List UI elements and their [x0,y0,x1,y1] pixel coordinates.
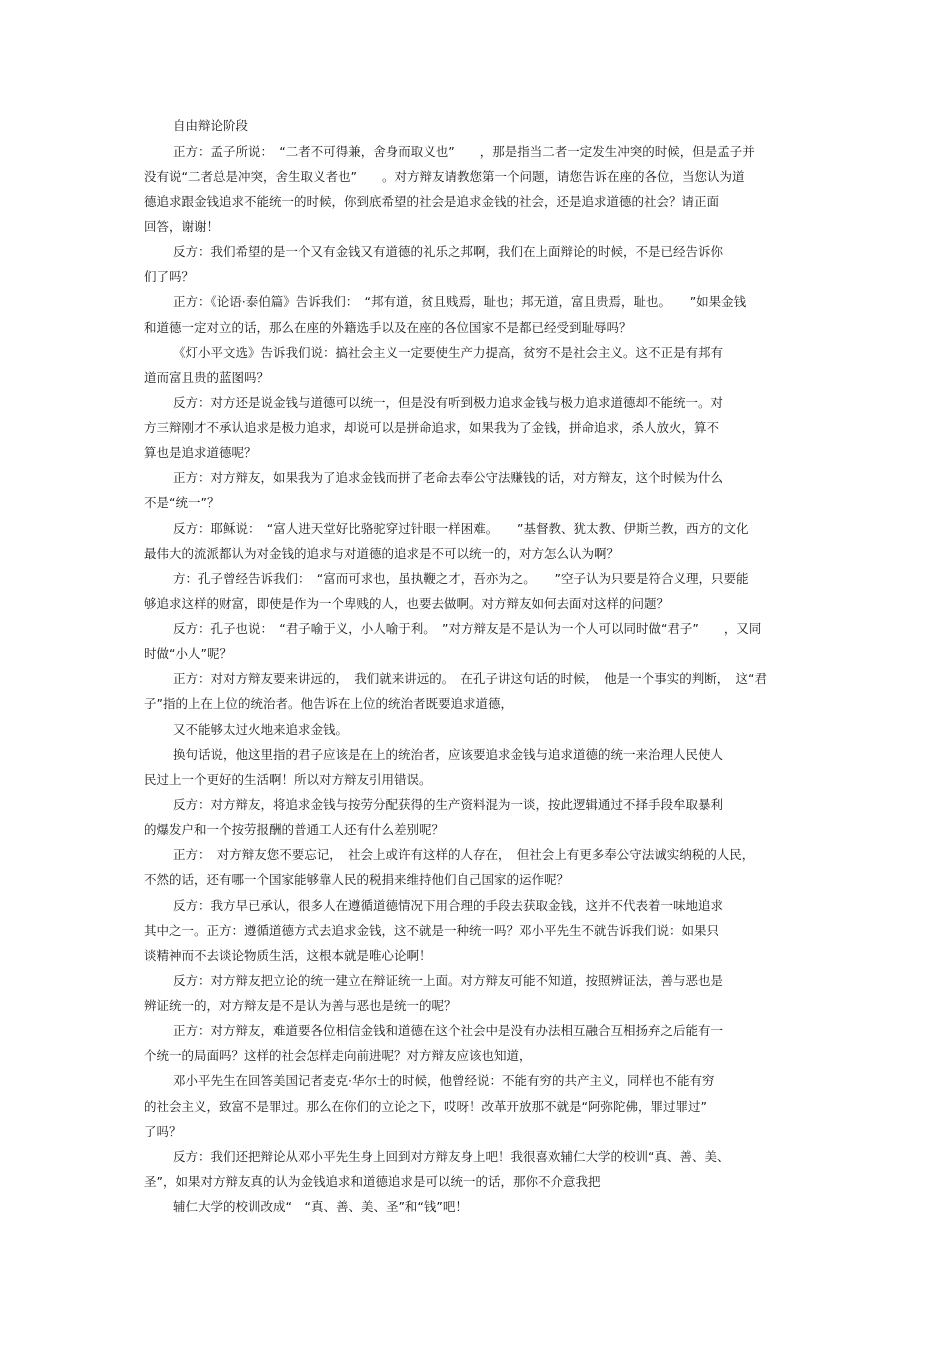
text-line: 辨证统一的，对方辩友是不是认为善与恶也是统一的呢？ [144,998,457,1013]
text-line: 反方：对方还是说金钱与道德可以统一，但是没有听到极力追求金钱与极力追求道德却不能统一。对 [173,395,724,410]
text-line: 不然的话，还有哪一个国家能够靠人民的税捐来维持他们自己国家的运作呢？ [144,872,570,887]
text-line: 道而富且贵的蓝图吗？ [144,370,270,385]
text-line: 反方：我们希望的是一个又有金钱又有道德的礼乐之邦啊，我们在上面辩论的时候，不是已经告诉你 [173,244,724,259]
text-line: 不是“统一”？ [144,495,220,510]
text-line: 正方：对方辩友，如果我为了追求金钱而拼了老命去奉公守法赚钱的话，对方辩友，这个时候为什么 [173,470,724,485]
text-line: 子”指的上在上位的统治者。他告诉在上位的统治者既要追求道德， [144,696,513,711]
text-line: 个统一的局面吗？这样的社会怎样走向前进呢？对方辩友应该也知道， [144,1048,532,1063]
text-line: 了吗？ [144,1124,182,1139]
text-line: 辅仁大学的校训改成“ “真、善、美、圣”和“钱”吧！ [173,1199,468,1214]
text-line: 谈精神而不去谈论物质生活，这根本就是唯心论啊！ [144,948,432,963]
text-line: 正方：《论语·泰伯篇》告诉我们： “邦有道，贫且贱焉，耻也；邦无道，富且贵焉，耻也。 ”如果金钱 [173,294,747,309]
text-line: 《灯小平文选》告诉我们说：搞社会主义一定要使生产力提高，贫穷不是社会主义。这不正是有邦有 [173,345,724,360]
text-line: 够追求这样的财富，即使是作为一个卑贱的人，也要去做啊。对方辩友如何去面对这样的问题？ [144,596,670,611]
text-line: 反方：我方早已承认，很多人在遵循道德情况下用合理的手段去获取金钱，这并不代表着一味地追求 [173,898,724,913]
text-line: 回答，谢谢！ [144,219,220,234]
text-line: 反方：对方辩友，将追求金钱与按劳分配获得的生产资料混为一谈，按此逻辑通过不择手段牟取暴利 [173,797,724,812]
text-line: 反方：耶稣说： “富人进天堂好比骆驼穿过针眼一样困难。 ”基督教、犹太教、伊斯兰教，西方的文化 [173,521,749,536]
section-heading: 自由辩论阶段 [173,118,249,133]
text-line: 圣”，如果对方辩友真的认为金钱追求和道德追求是可以统一的话，那你不介意我把 [144,1174,601,1189]
text-line: 德追求跟金钱追求不能统一的时候，你到底希望的社会是追求金钱的社会，还是追求道德的社会？请正面 [144,194,720,209]
text-line: 时做“小人”呢？ [144,646,232,661]
text-line: 反方：孔子也说： “君子喻于义，小人喻于利。 ”对方辩友是不是认为一个人可以同时做“君子” ，又同 [173,621,762,636]
text-line: 反方：我们还把辩论从邓小平先生身上回到对方辩友身上吧！我很喜欢辅仁大学的校训“真、善、美、 [173,1149,730,1164]
text-line: 的爆发户和一个按劳报酬的普通工人还有什么差别呢？ [144,822,445,837]
text-line: 方：孔子曾经告诉我们： “富而可求也，虽执鞭之才，吾亦为之。 ”空子认为只要是符合义理，只要能 [173,571,749,586]
text-line: 没有说“二者总是冲突，舍生取义者也” 。对方辩友请教您第一个问题，请您告诉在座的各位，当您认为道 [144,169,745,184]
text-line: 和道德一定对立的话，那么在座的外籍选手以及在座的各位国家不是都已经受到耻辱吗？ [144,320,632,335]
text-line: 们了吗？ [144,269,195,284]
text-line: 的社会主义，致富不是罪过。那么在你们的立论之下，哎呀！改革开放那不就是“阿弥陀佛，罪过罪过” [144,1099,707,1114]
text-line: 正方：对对方辩友要来讲远的， 我们就来讲远的。 在孔子讲这句话的时候， 他是一个事实的判断， 这“君 [173,671,767,686]
text-line: 算也是追求道德呢？ [144,445,257,460]
text-line: 正方： 对方辩友您不要忘记， 社会上或许有这样的人存在， 但社会上有更多奉公守法诚实纳税的人民， [173,847,755,862]
text-line: 正方：孟子所说： “二者不可得兼，舍身而取义也” ，那是指当二者一定发生冲突的时候，但是孟子并 [173,144,755,159]
text-line: 其中之一。正方：遵循道德方式去追求金钱，这不就是一种统一吗？邓小平先生不就告诉我们说：如果只 [144,923,720,938]
text-line: 最伟大的流派都认为对金钱的追求与对道德的追求是不可以统一的，对方怎么认为啊？ [144,546,620,561]
text-line: 方三辩刚才不承认追求是极力追求，却说可以是拼命追求，如果我为了金钱，拼命追求，杀人放火，算不 [144,420,720,435]
text-line: 换句话说，他这里指的君子应该是在上的统治者，应该要追求金钱与追求道德的统一来治理人民使人 [173,747,724,762]
text-line: 反方：对方辩友把立论的统一建立在辩证统一上面。对方辩友可能不知道，按照辨证法，善与恶也是 [173,973,724,988]
text-line: 民过上一个更好的生活啊！所以对方辩友引用错误。 [144,772,432,787]
text-line: 邓小平先生在回答美国记者麦克·华尔士的时候，他曾经说：不能有穷的共产主义，同样也不能有穷 [173,1073,715,1088]
text-line: 正方：对方辩友，难道要各位相信金钱和道德在这个社会中是没有办法相互融合互相扬弃之后能有一 [173,1023,724,1038]
text-line: 又不能够太过火地来追求金钱。 [173,722,349,737]
